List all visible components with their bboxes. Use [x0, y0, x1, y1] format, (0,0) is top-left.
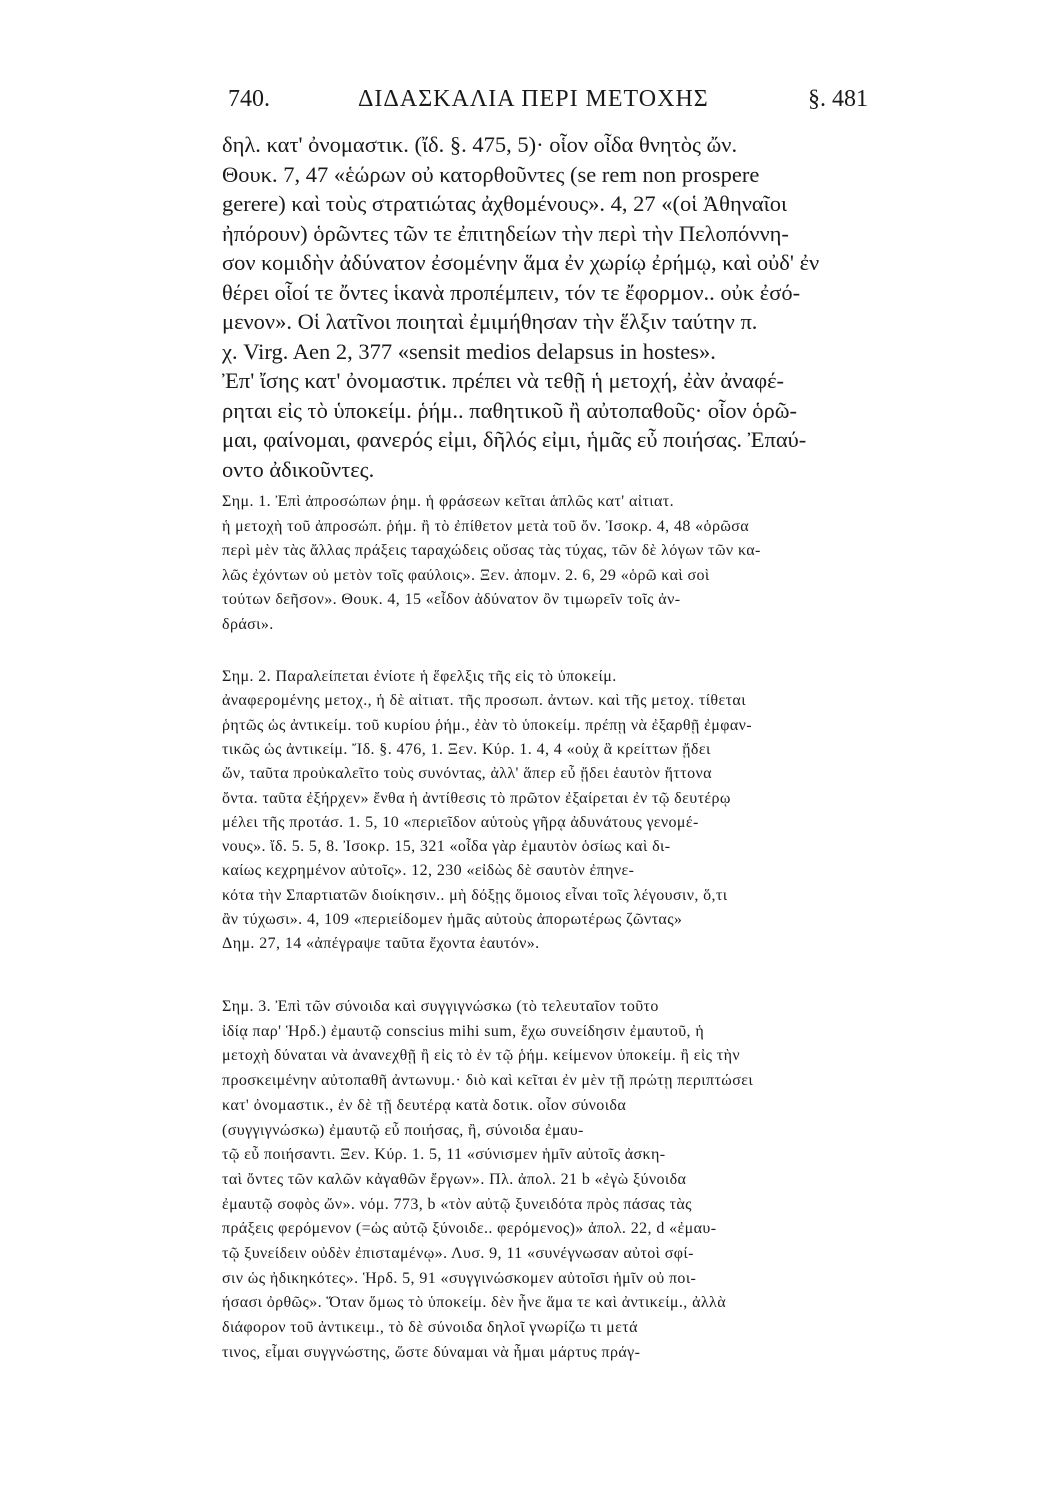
text-line: μενον». Οἱ λατῖνοι ποιηταὶ ἐμιμήθησαν τὴν ἕλξιν ταύτην π. — [222, 309, 758, 334]
note-line: νους». ἴδ. 5. 5, 8. Ἰσοκρ. 15, 321 «οἶδα γὰρ ἐμαυτὸν ὁσίως καὶ δι- — [222, 838, 671, 856]
note-line: σιν ὡς ἠδικηκότες». Ἡρδ. 5, 91 «συγγινώσκομεν αὐτοῖσι ἡμῖν οὐ ποι- — [222, 1269, 697, 1287]
text-line: σον κομιδὴν ἀδύνατον ἐσομένην ἅμα ἐν χωρίῳ ἐρήμῳ, καὶ οὐδ' ἐν — [222, 250, 820, 275]
text-line: χ. Virg. Aen 2, 377 «sensit medios delapsus in hostes». — [222, 338, 716, 364]
note-line: ταὶ ὄντες τῶν καλῶν κἀγαθῶν ἔργων». Πλ. ἀπολ. 21 b «ἐγὼ ξύνοιδα — [222, 1170, 687, 1188]
note-line: τῷ ξυνείδειν οὐδὲν ἐπισταμένῳ». Λυσ. 9, 11 «συνέγνωσαν αὐτοὶ σφί- — [222, 1245, 694, 1262]
note-line: τικῶς ὡς ἀντικείμ. Ἴδ. §. 476, 1. Ξεν. Κύρ. 1. 4, 4 «οὐχ ἃ κρείττων ᾔδει — [222, 740, 711, 758]
note-line: (συγγιγνώσκω) ἐμαυτῷ εὖ ποιήσας, ἢ, σύνοιδα ἐμαυ- — [222, 1121, 584, 1139]
text-line: θέρει οἷοί τε ὄντες ἱκανὰ προπέμπειν, τόν τε ἔφορμον.. οὐκ ἐσό- — [222, 279, 801, 305]
note-line: διάφορον τοῦ ἀντικειμ., τὸ δὲ σύνοιδα δηλοῖ γνωρίζω τι μετά — [222, 1319, 638, 1337]
note-line: ῥητῶς ὡς ἀντικείμ. τοῦ κυρίου ῥήμ., ἐὰν τὸ ὑποκείμ. πρέπῃ νὰ ἐξαρθῇ ἐμφαν- — [222, 716, 753, 734]
note-line: μέλει τῆς προτάσ. 1. 5, 10 «περιεῖδον αὑτοὺς γῆρᾳ ἀδυνάτους γενομέ- — [222, 813, 699, 831]
note-line: ἰδίᾳ παρ' Ἡρδ.) ἐμαυτῷ conscius mihi sum, ἔχω συνείδησιν ἐμαυτοῦ, ἡ — [222, 1022, 705, 1040]
text-line: Ἐπ' ἴσης κατ' ὀνομαστικ. πρέπει νὰ τεθῇ ἡ μετοχή, ἐὰν ἀναφέ- — [222, 368, 785, 393]
note-line: τινος, εἶμαι συγγνώστης, ὥστε δύναμαι νὰ ἦμαι μάρτυς πράγ- — [222, 1343, 641, 1361]
page-header — [228, 86, 910, 122]
note-line: Δημ. 27, 14 «ἀπέγραψε ταῦτα ἔχοντα ἑαυτόν». — [222, 935, 540, 953]
text-line: Θουκ. 7, 47 «ἑώρων οὐ κατορθοῦντες (se rem non prospere — [222, 161, 760, 187]
text-line: ἠπόρουν) ὁρῶντες τῶν τε ἐπιτηδείων τὴν περὶ τὴν Πελοπόννη- — [222, 220, 789, 246]
note-line: κατ' ὀνομαστικ., ἐν δὲ τῇ δευτέρᾳ κατὰ δοτικ. οἷον σύνοιδα — [222, 1096, 627, 1114]
note-line: προσκειμένην αὐτοπαθῆ ἀντωνυμ.· διὸ καὶ κεῖται ἐν μὲν τῇ πρώτῃ περιπτώσει — [222, 1072, 754, 1090]
note-line: ὤν, ταῦτα προὐκαλεῖτο τοὺς συνόντας, ἀλλ' ἅπερ εὖ ᾔδει ἑαυτὸν ἥττονα — [222, 765, 712, 783]
section-number: §. 481 — [808, 86, 868, 112]
note-line: ήσασι ὀρθῶς». Ὅταν ὅμως τὸ ὑποκείμ. δὲν ἦνε ἅμα τε καὶ ἀντικείμ., ἀλλὰ — [222, 1294, 726, 1312]
text-line: μαι, φαίνομαι, φανερός εἰμι, δῆλός εἰμι, ἡμᾶς εὖ ποιήσας. Ἐπαύ- — [222, 427, 807, 452]
note-line: Σημ. 2. Παραλείπεται ἐνίοτε ἡ ἕφελξις τῆς εἰς τὸ ὑποκείμ. — [222, 668, 617, 685]
text-line: οντο ἀδικοῦντες. — [222, 456, 375, 482]
note-line: καίως κεχρημένον αὐτοῖς». 12, 230 «εἰδὼς δὲ σαυτὸν ἐπηνε- — [222, 862, 635, 880]
note-line: Σημ. 1. Ἐπὶ ἀπροσώπων ῥημ. ἡ φράσεων κεῖται ἁπλῶς κατ' αἰτιατ. — [222, 493, 675, 510]
text-line: gerere) καὶ τοὺς στρατιώτας ἀχθομένους». 4, 27 «(οἱ Ἀθηναῖοι — [222, 191, 788, 216]
note-line: μετοχὴ δύναται νὰ ἀνανεχθῇ ἢ εἰς τὸ ἐν τῷ ῥήμ. κείμενον ὑποκείμ. ἢ εἰς τὴν — [222, 1047, 740, 1065]
note-line: δράσι». — [222, 615, 274, 633]
note-line: ἐμαυτῷ σοφὸς ὤν». νόμ. 773, b «τὸν αὐτῷ ξυνειδότα πρὸς πάσας τὰς — [222, 1195, 692, 1213]
note-line: Σημ. 3. Ἐπὶ τῶν σύνοιδα καὶ συγγιγνώσκω (τὸ τελευταῖον τοῦτο — [222, 998, 659, 1015]
running-title: ΔΙΔΑΣΚΑΛΙΑ ΠΕΡΙ ΜΕΤΟΧΗΣ — [358, 86, 709, 112]
note-line: λῶς ἐχόντων οὐ μετὸν τοῖς φαύλοις». Ξεν. ἀπομν. 2. 6, 29 «ὁρῶ καὶ σοὶ — [222, 566, 710, 584]
note-line: ὄντα. ταῦτα ἐξήρχεν» ἔνθα ἡ ἀντίθεσις τὸ πρῶτον ἐξαίρεται ἐν τῷ δευτέρῳ — [222, 789, 731, 807]
note-line: τῷ εὖ ποιήσαντι. Ξεν. Κύρ. 1. 5, 11 «σύνισμεν ἡμῖν αὐτοῖς ἀσκη- — [222, 1146, 666, 1164]
text-line: ρηται εἰς τὸ ὑποκείμ. ῥήμ.. παθητικοῦ ἢ αὐτοπαθοῦς· οἷον ὁρῶ- — [222, 397, 798, 423]
note-line: περὶ μὲν τὰς ἄλλας πράξεις ταραχώδεις οὔσας τὰς τύχας, τῶν δὲ λόγων τῶν κα- — [222, 542, 761, 559]
note-line: ἡ μετοχὴ τοῦ ἀπροσώπ. ῥήμ. ἢ τὸ ἐπίθετον μετὰ τοῦ ὄν. Ἰσοκρ. 4, 48 «ὁρῶσα — [222, 517, 750, 535]
text-line: δηλ. κατ' ὀνομαστικ. (ἴδ. §. 475, 5)· οἷον οἶδα θνητὸς ὤν. — [222, 132, 738, 157]
note-line: πράξεις φερόμενον (=ὡς αὐτῷ ξύνοιδε.. φερόμενος)» ἀπολ. 22, d «ἐμαυ- — [222, 1220, 717, 1238]
page-number: 740. — [228, 86, 270, 112]
note-line: κότα τὴν Σπαρτιατῶν διοίκησιν.. μὴ δόξῃς ὅμοιος εἶναι τοῖς λέγουσιν, ὅ,τι — [222, 886, 728, 904]
note-line: ἂν τύχωσι». 4, 109 «περιείδομεν ἡμᾶς αὐτοὺς ἀπορωτέρως ζῶντας» — [222, 911, 683, 928]
note-line: ἀναφερομένης μετοχ., ἡ δὲ αἰτιατ. τῆς προσωπ. ἀντων. καὶ τῆς μετοχ. τίθεται — [222, 692, 746, 710]
note-line: τούτων δεῆσον». Θουκ. 4, 15 «εἶδον ἀδύνατον ὂν τιμωρεῖν τοῖς ἀν- — [222, 591, 681, 608]
